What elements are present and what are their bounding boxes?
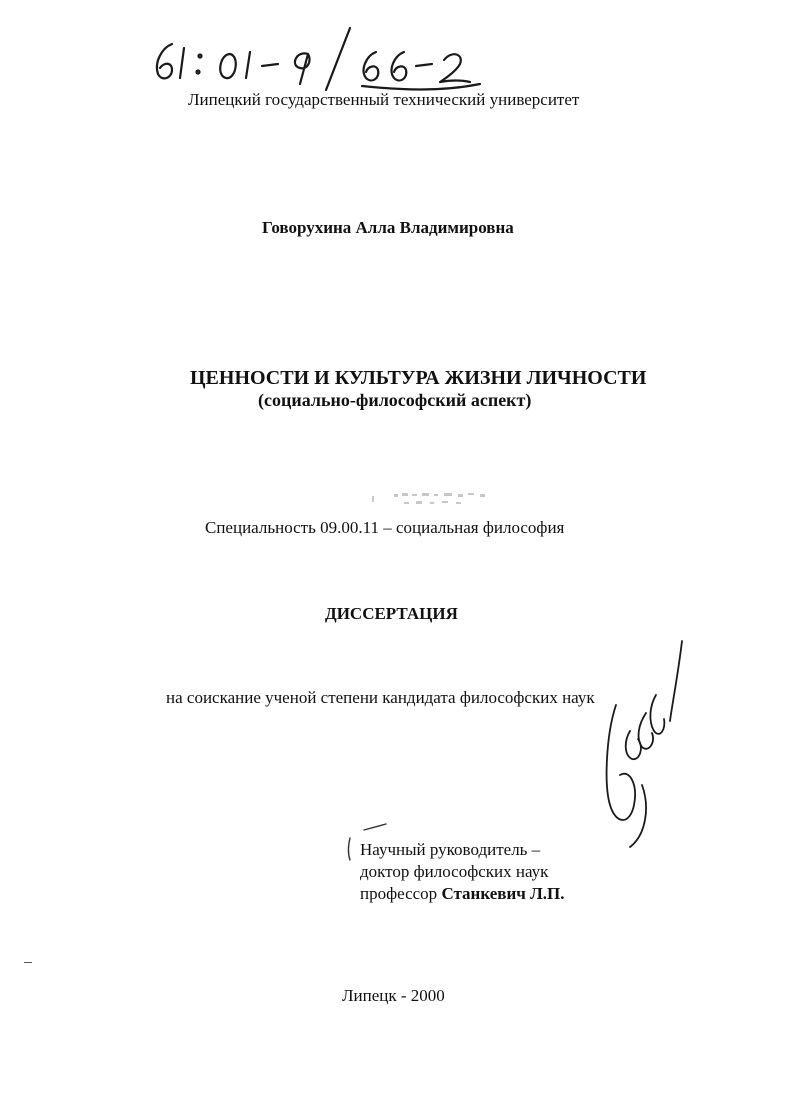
handwritten-archive-code	[140, 14, 490, 94]
supervisor-line-2: доктор философских наук	[360, 862, 549, 881]
supervisor-line-3	[360, 884, 564, 904]
degree-line: на соискание ученой степени кандидата философских наук	[166, 688, 595, 707]
supervisor-line-1: Научный руководитель –	[360, 840, 541, 859]
specialty: Специальность 09.00.11 – социальная философия	[205, 518, 565, 537]
dissertation-subtitle: (социально-философский аспект)	[258, 390, 532, 410]
document-type: ДИССЕРТАЦИЯ	[325, 604, 458, 623]
university-name: Липецкий государственный технический университет	[188, 90, 580, 109]
faint-stamp-mark	[364, 488, 514, 512]
margin-dash	[24, 962, 32, 963]
dissertation-title: ЦЕННОСТИ И КУЛЬТУРА ЖИЗНИ ЛИЧНОСТИ	[190, 367, 647, 389]
supervisor-name: Станкевич Л.П.	[441, 884, 565, 903]
author-name: Говорухина Алла Владимировна	[262, 218, 514, 237]
handwritten-signature	[590, 635, 700, 855]
place-year: Липецк - 2000	[342, 986, 445, 1005]
supervisor-title: профессор	[360, 884, 438, 903]
